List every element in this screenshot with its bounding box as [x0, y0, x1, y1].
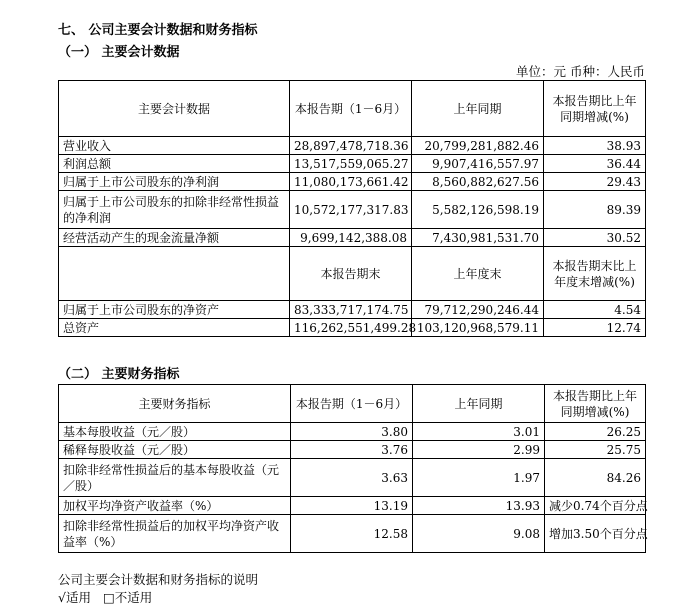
- table-row: [59, 441, 646, 459]
- change-value: 26.25: [545, 423, 646, 441]
- current-value: 9,699,142,388.08: [290, 229, 412, 247]
- prior-value: 3.01: [413, 423, 545, 441]
- change-value: 84.26: [545, 459, 646, 497]
- indicator-name: 扣除非经常性损益后的基本每股收益（元／股）: [59, 459, 291, 497]
- change-value: 29.43: [544, 173, 646, 191]
- item-name: 总资产: [59, 319, 290, 337]
- current-value: 116,262,551,499.28: [290, 319, 412, 337]
- item-name: 经营活动产生的现金流量净额: [59, 229, 290, 247]
- table-row: [59, 497, 646, 515]
- item-name: 归属于上市公司股东的扣除非经常性损益的净利润: [59, 191, 290, 229]
- applicable-option[interactable]: √适用: [58, 590, 91, 605]
- financial-indicators-table: [58, 384, 646, 553]
- header-cell: 上年同期: [412, 81, 544, 137]
- change-value: 89.39: [544, 191, 646, 229]
- unit-currency-line: 单位：元 币种：人民币: [516, 64, 645, 79]
- header-cell: 本报告期（1－6月）: [291, 385, 413, 423]
- prior-value: 8,560,882,627.56: [412, 173, 544, 191]
- header-cell: 本报告期（1－6月）: [290, 81, 412, 137]
- applicability-line: [58, 588, 152, 606]
- sub-title-financial-indicators: （二） 主要财务指标: [58, 367, 180, 382]
- change-value: 减少0.74个百分点: [545, 497, 646, 515]
- indicator-name: 加权平均净资产收益率（%）: [59, 497, 291, 515]
- section-title: 七、 公司主要会计数据和财务指标: [58, 23, 258, 38]
- prior-value: 103,120,968,579.11: [412, 319, 544, 337]
- header-cell: 本报告期末比上年度末增减(%): [544, 247, 646, 301]
- sub-title-accounting-data: （一） 主要会计数据: [58, 45, 180, 60]
- header-cell: 本报告期末: [290, 247, 412, 301]
- change-value: 4.54: [544, 301, 646, 319]
- current-value: 10,572,177,317.83: [290, 191, 412, 229]
- change-value: 36.44: [544, 155, 646, 173]
- table-row: [59, 155, 646, 173]
- change-value: 30.52: [544, 229, 646, 247]
- prior-value: 79,712,290,246.44: [412, 301, 544, 319]
- table-row: [59, 319, 646, 337]
- header-cell: [59, 247, 290, 301]
- table-row: [59, 515, 646, 553]
- table-header-row: [59, 385, 646, 423]
- table-header-row: [59, 81, 646, 137]
- not-applicable-option[interactable]: □不适用: [102, 590, 153, 605]
- table-row: [59, 173, 646, 191]
- prior-value: 20,799,281,882.46: [412, 137, 544, 155]
- current-value: 83,333,717,174.75: [290, 301, 412, 319]
- change-value: 12.74: [544, 319, 646, 337]
- header-cell: 本报告期比上年同期增减(%): [544, 81, 646, 137]
- current-value: 12.58: [291, 515, 413, 553]
- item-name: 归属于上市公司股东的净资产: [59, 301, 290, 319]
- indicator-name: 扣除非经常性损益后的加权平均净资产收益率（%）: [59, 515, 291, 553]
- current-value: 3.76: [291, 441, 413, 459]
- change-value: 25.75: [545, 441, 646, 459]
- accounting-data-table: [58, 80, 646, 337]
- indicator-name: 稀释每股收益（元／股）: [59, 441, 291, 459]
- table-row: [59, 301, 646, 319]
- prior-value: 9.08: [413, 515, 545, 553]
- notes-heading: 公司主要会计数据和财务指标的说明: [58, 572, 259, 587]
- current-value: 13,517,559,065.27: [290, 155, 412, 173]
- prior-value: 7,430,981,531.70: [412, 229, 544, 247]
- indicator-name: 基本每股收益（元／股）: [59, 423, 291, 441]
- item-name: 归属于上市公司股东的净利润: [59, 173, 290, 191]
- change-value: 增加3.50个百分点: [545, 515, 646, 553]
- table-subheader-row: [59, 247, 646, 301]
- current-value: 13.19: [291, 497, 413, 515]
- current-value: 11,080,173,661.42: [290, 173, 412, 191]
- header-cell: 主要财务指标: [59, 385, 291, 423]
- header-cell: 本报告期比上年同期增减(%): [545, 385, 646, 423]
- table-row: [59, 229, 646, 247]
- current-value: 28,897,478,718.36: [290, 137, 412, 155]
- header-cell: 上年度末: [412, 247, 544, 301]
- table-row: [59, 137, 646, 155]
- prior-value: 1.97: [413, 459, 545, 497]
- change-value: 38.93: [544, 137, 646, 155]
- prior-value: 13.93: [413, 497, 545, 515]
- item-name: 利润总额: [59, 155, 290, 173]
- table-row: [59, 191, 646, 229]
- prior-value: 5,582,126,598.19: [412, 191, 544, 229]
- table-row: [59, 459, 646, 497]
- header-cell: 主要会计数据: [59, 81, 290, 137]
- table-row: [59, 423, 646, 441]
- item-name: 营业收入: [59, 137, 290, 155]
- prior-value: 2.99: [413, 441, 545, 459]
- header-cell: 上年同期: [413, 385, 545, 423]
- current-value: 3.63: [291, 459, 413, 497]
- current-value: 3.80: [291, 423, 413, 441]
- prior-value: 9,907,416,557.97: [412, 155, 544, 173]
